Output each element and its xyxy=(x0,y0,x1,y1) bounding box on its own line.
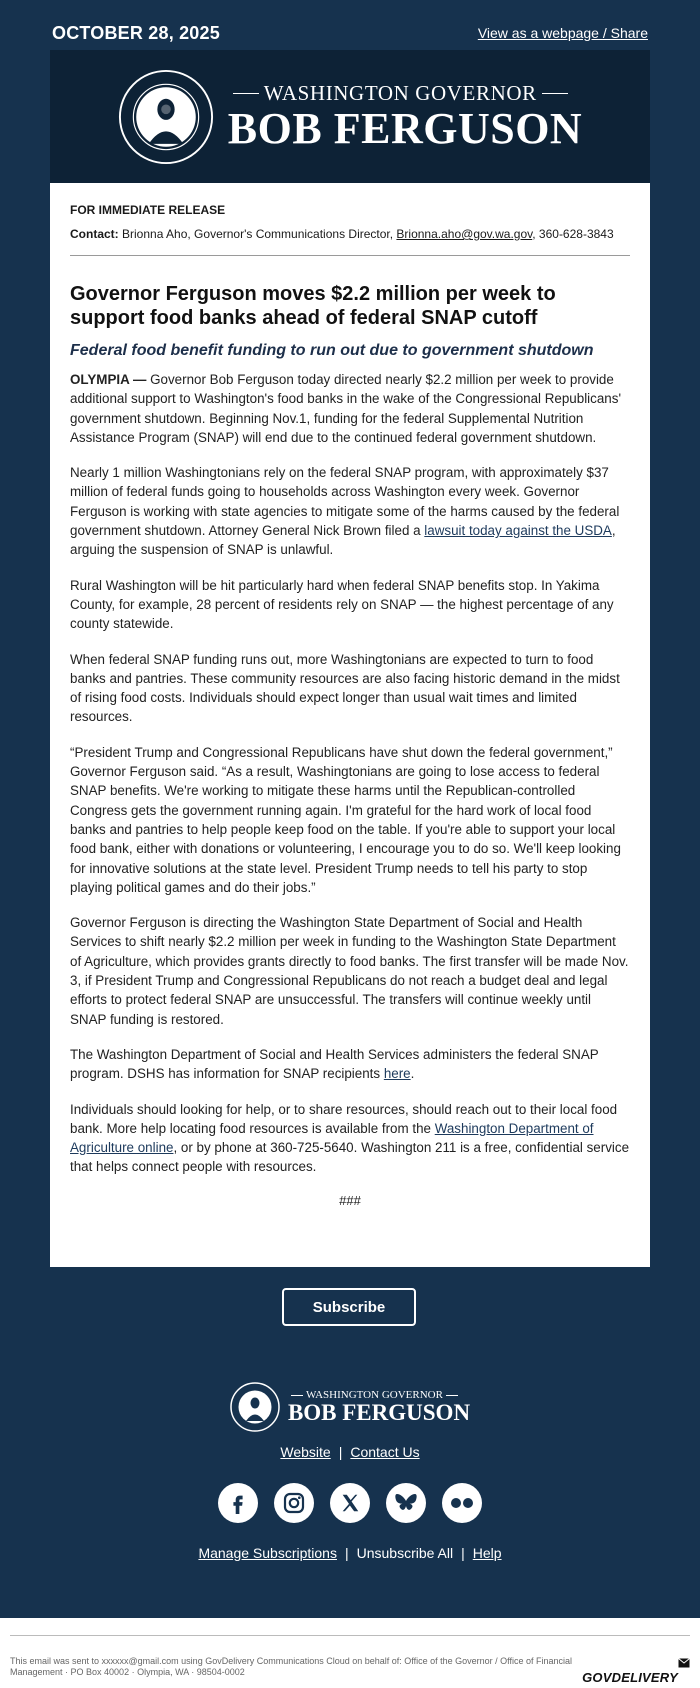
lawsuit-link[interactable]: lawsuit today against the USDA xyxy=(424,523,612,539)
website-link[interactable]: Website xyxy=(280,1444,331,1460)
paragraph-8-text-b: , or by phone at 360-725-5640. Washington 211 is a free, confidential service that helps connect people with resources. xyxy=(70,1140,630,1175)
paragraph-3: Rural Washington will be hit particularly hard when federal SNAP benefits stop. In Yakima County, for example, 28 percent of residents rely on SNAP — the highest percentage of any county statewide. xyxy=(70,577,614,632)
paragraph-1 xyxy=(70,370,630,447)
view-as-webpage-link[interactable]: View as a webpage / Share xyxy=(477,25,648,41)
paragraph-2-text-b: , arguing the suspension of SNAP is unlawful. xyxy=(70,523,616,558)
separator: | xyxy=(461,1545,465,1561)
divider xyxy=(10,1635,690,1636)
governor-banner xyxy=(50,50,650,183)
dateline: OLYMPIA — xyxy=(70,372,147,387)
separator: | xyxy=(344,1545,349,1561)
banner-wordmark xyxy=(228,81,582,152)
agriculture-link[interactable]: Washington Department of Agriculture online xyxy=(70,1120,594,1156)
release-date: OCTOBER 28, 2025 xyxy=(52,22,220,43)
paragraph-2 xyxy=(70,463,630,559)
social-icons xyxy=(0,1483,700,1523)
footer-title-line2: BOB FERGUSON xyxy=(287,1400,471,1425)
flickr-icon[interactable] xyxy=(442,1483,482,1523)
unsubscribe-all-link[interactable]: Unsubscribe All xyxy=(356,1545,454,1561)
paragraph-8 xyxy=(70,1100,630,1177)
govdelivery-logo: GOVDELIVERY xyxy=(582,1670,678,1685)
footer-seal-icon xyxy=(230,1382,280,1432)
press-release-card xyxy=(50,183,650,1267)
paragraph-7-text-b: . xyxy=(410,1066,415,1082)
contact-text: Brionna Aho, Governor's Communications Director, xyxy=(118,227,397,241)
footer-title-line1: WASHINGTON GOVERNOR xyxy=(305,1389,443,1401)
disclaimer-text: This email was sent to xxxxxx@gmail.com using GovDelivery Communications Cloud on behalf of: Office of the Governor / Office of Financial Management · PO Box 40002 · Olympia, WA · 98504-0002 xyxy=(10,1656,573,1677)
banner-title-line1: WASHINGTON GOVERNOR xyxy=(263,81,537,105)
email-footer xyxy=(0,1618,700,1688)
instagram-icon[interactable] xyxy=(274,1483,314,1523)
release-label: FOR IMMEDIATE RELEASE xyxy=(70,203,226,217)
contact-us-link[interactable]: Contact Us xyxy=(350,1444,420,1460)
article-subtitle: Federal food benefit funding to run out due to government shutdown xyxy=(70,342,594,359)
state-seal-icon xyxy=(118,69,214,165)
facebook-icon[interactable] xyxy=(218,1483,258,1523)
banner-title-line2: BOB FERGUSON xyxy=(227,104,583,153)
contact-phone: , 360-628-3843 xyxy=(532,227,614,241)
footer-links xyxy=(0,1444,700,1460)
subscribe-button[interactable]: Subscribe xyxy=(282,1288,416,1326)
help-link[interactable]: Help xyxy=(472,1545,502,1561)
paragraph-8-text-a: Individuals should looking for help, or to share resources, should reach out to their local food bank. More help locating food resources is available from the xyxy=(70,1101,618,1136)
article-title: Governor Ferguson moves $2.2 million per week to support food banks ahead of federal SNAP cutoff xyxy=(70,283,556,329)
paragraph-6: Governor Ferguson is directing the Washington State Department of Social and Health Services to shift nearly $2.2 million per week in funding to the Washington State Department of Agriculture, which provides grants directly to food banks. The first transfer will be made Nov. 3, if President Trump and Congressional Republicans do not reach a budget deal and legal efforts to protect federal SNAP are unsuccessful. The transfers will continue weekly until SNAP funding is restored. xyxy=(70,915,629,1027)
paragraph-5: “President Trump and Congressional Republicans have shut down the federal government,” Governor Ferguson said. “As a result, Washingtonians are going to lose access to federal SNAP benefits. We're working to mitigate these harms until the Republican-controlled Congress gets the government running again. I'm grateful for the hard work of local food banks and pantries to help people keep food on the table. If you're able to support your local food bank, either with donations or volunteering, I encourage you to do so. We'll keep looking for innovative solutions at the state level. President Trump needs to tell his party to stop playing political games and do their jobs.” xyxy=(70,744,621,895)
end-mark: ### xyxy=(339,1192,361,1208)
paragraph-4: When federal SNAP funding runs out, more Washingtonians are expected to turn to food banks and pantries. These community resources are also facing historic demand in the midst of rising food costs. Individuals should expect longer than usual wait times and limited resources. xyxy=(70,651,620,725)
bluesky-icon[interactable] xyxy=(386,1483,426,1523)
envelope-icon xyxy=(678,1658,690,1668)
contact-email-link[interactable]: Brionna.aho@gov.wa.gov xyxy=(396,227,533,241)
top-bar xyxy=(52,22,648,44)
paragraph-1-text: Governor Bob Ferguson today directed nearly $2.2 million per week to provide additional support to Washington's food banks in the wake of the Congressional Republicans' government shutdown. Beginning Nov.1, funding for the federal Supplemental Nutrition Assistance Program (SNAP) will end due to the continued federal government shutdown. xyxy=(70,372,621,445)
x-icon[interactable] xyxy=(330,1483,370,1523)
paragraph-7-text-a: The Washington Department of Social and Health Services administers the federal SNAP program. DSHS has information for SNAP recipients xyxy=(70,1046,599,1082)
article-body xyxy=(70,370,630,1208)
footer-logo xyxy=(0,1382,700,1432)
contact-line xyxy=(70,227,630,256)
manage-subscriptions-link[interactable]: Manage Subscriptions xyxy=(198,1545,337,1561)
contact-label: Contact: xyxy=(70,227,119,241)
separator: | xyxy=(338,1444,343,1460)
subscription-links xyxy=(0,1545,700,1561)
dshs-here-link[interactable]: here xyxy=(383,1066,411,1082)
paragraph-7 xyxy=(70,1045,630,1084)
paragraph-2-text-a: Nearly 1 million Washingtonians rely on the federal SNAP program, with approximately $37 million of federal funds going to households across Washington every week. Governor Ferguson is working with state agencies to mitigate some of the harms caused by the federal government shutdown. Attorney General Nick Brown filed a xyxy=(70,465,620,539)
